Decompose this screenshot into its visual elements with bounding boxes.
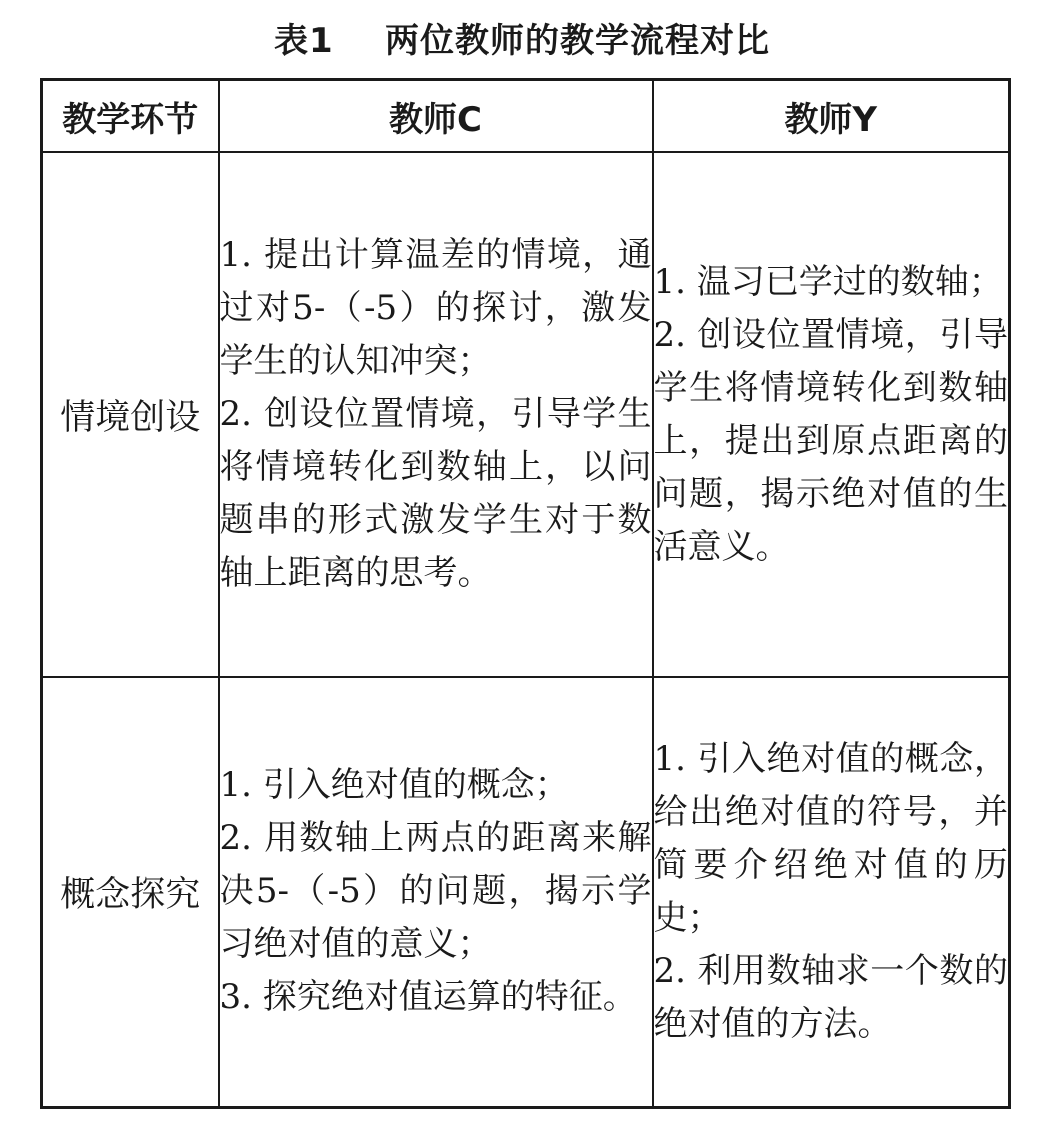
header-stage: 教学环节: [42, 80, 219, 153]
header-teacher-y: 教师Y: [653, 80, 1010, 153]
list-item: 2. 用数轴上两点的距离来解决5-（-5）的问题，揭示学习绝对值的意义；: [219, 818, 652, 965]
list-item: 1. 引入绝对值的概念，给出绝对值的符号，并简要介绍绝对值的历史；: [653, 738, 1008, 938]
header-teacher-c: 教师C: [219, 80, 653, 153]
table-row: [42, 152, 1010, 677]
list-item: 1. 提出计算温差的情境，通过对5-（-5）的探讨，激发学生的认知冲突；: [219, 235, 652, 381]
stage-cell: 概念探究: [42, 677, 219, 1107]
table-caption: 表1 两位教师的教学流程对比: [273, 21, 770, 61]
header-row: [42, 80, 1010, 153]
table-row: [42, 677, 1010, 1107]
list-item: 2. 利用数轴求一个数的绝对值的方法。: [653, 950, 1008, 1044]
teacher-c-cell: [219, 152, 653, 677]
stage-cell: 情境创设: [42, 152, 219, 677]
list-item: 1. 温习已学过的数轴；: [653, 261, 1003, 302]
comparison-table: [40, 78, 1011, 1109]
teacher-y-cell: [653, 152, 1010, 677]
list-item: 1. 引入绝对值的概念；: [219, 765, 569, 806]
list-item: 2. 创设位置情境，引导学生将情境转化到数轴上，提出到原点距离的问题，揭示绝对值的生活意义。: [653, 314, 1008, 567]
teacher-y-cell: [653, 677, 1010, 1107]
teacher-c-cell: [219, 677, 653, 1107]
list-item: 3. 探究绝对值运算的特征。: [219, 977, 637, 1018]
list-item: 2. 创设位置情境，引导学生将情境转化到数轴上，以问题串的形式激发学生对于数轴上距离的思考。: [219, 394, 652, 593]
